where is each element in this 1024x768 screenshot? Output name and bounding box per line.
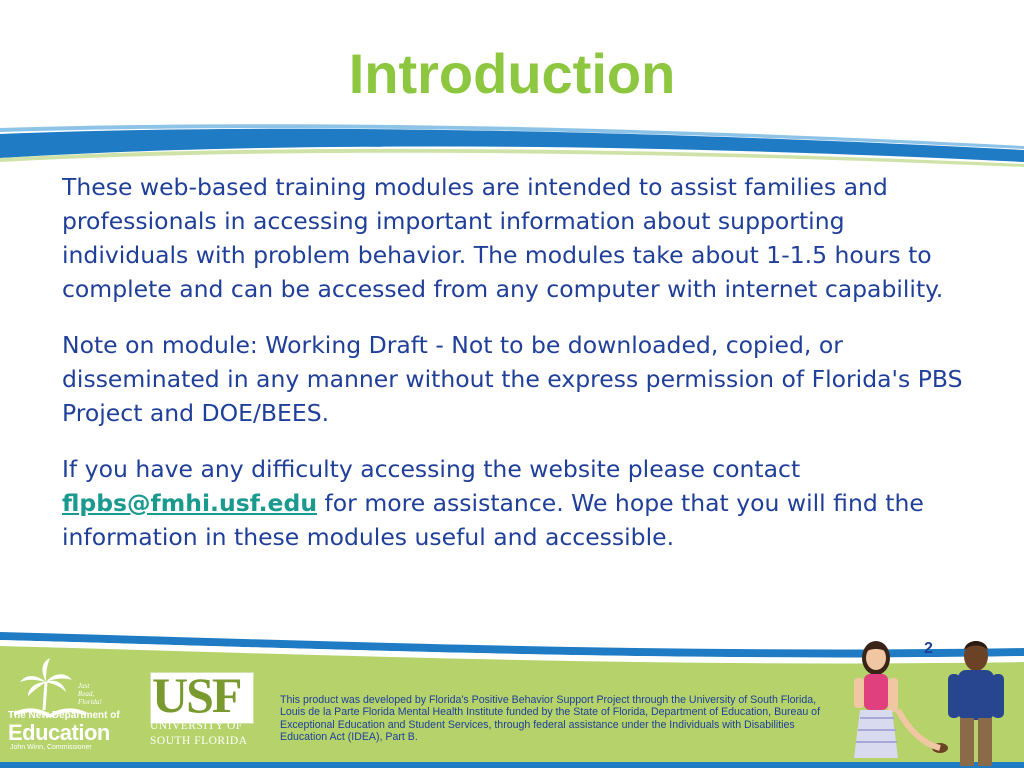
paragraph-note: Note on module: Working Draft - Not to be downloaded, copied, or disseminated in any manner without the express permission of Florida's PBS Project and DOE/BEES.: [62, 331, 963, 427]
credit-text: This product was developed by Florida's Positive Behavior Support Project through the University of South Florida, Louis de la Parte Florida Mental Health Institute funded by the State of Florida, Department of Education, Bureau of Exceptional Education and Student Services, through federal assistance under the Individuals with Disabilities Education Act (IDEA), Part B.: [280, 694, 821, 743]
contact-text-after: for more assistance. We hope that you will find the information in these modules useful and accessible.: [62, 489, 924, 551]
contact-text-before: If you have any difficulty accessing the website please contact: [62, 455, 801, 483]
paragraph-intro: These web-based training modules are intended to assist families and professionals in accessing important information about supporting individuals with problem behavior. The modules take about 1-1.5 hours to complete and can be accessed from any computer with internet capability.: [62, 173, 944, 303]
usf-logo-line2: SOUTH FLORIDA: [150, 735, 248, 747]
contact-email-link[interactable]: flpbs@fmhi.usf.edu: [62, 489, 318, 517]
header-swoosh: [0, 118, 1024, 178]
doe-logo-line1: The New Department of: [8, 710, 120, 721]
children-illustration: [840, 632, 1024, 768]
paragraph-contact: [62, 452, 967, 554]
usf-logo-line1: UNIVERSITY OF: [150, 720, 243, 732]
usf-logo-wordmark: USF: [152, 667, 241, 723]
doe-logo-line3: John Winn, Commissioner: [10, 744, 92, 751]
doe-logo-line2: Education: [8, 720, 110, 745]
doe-slogan: Just Read, Florida!: [78, 682, 102, 706]
body-text: [62, 170, 967, 576]
page-number: 2: [924, 640, 933, 657]
slide-title: Introduction: [348, 42, 676, 105]
